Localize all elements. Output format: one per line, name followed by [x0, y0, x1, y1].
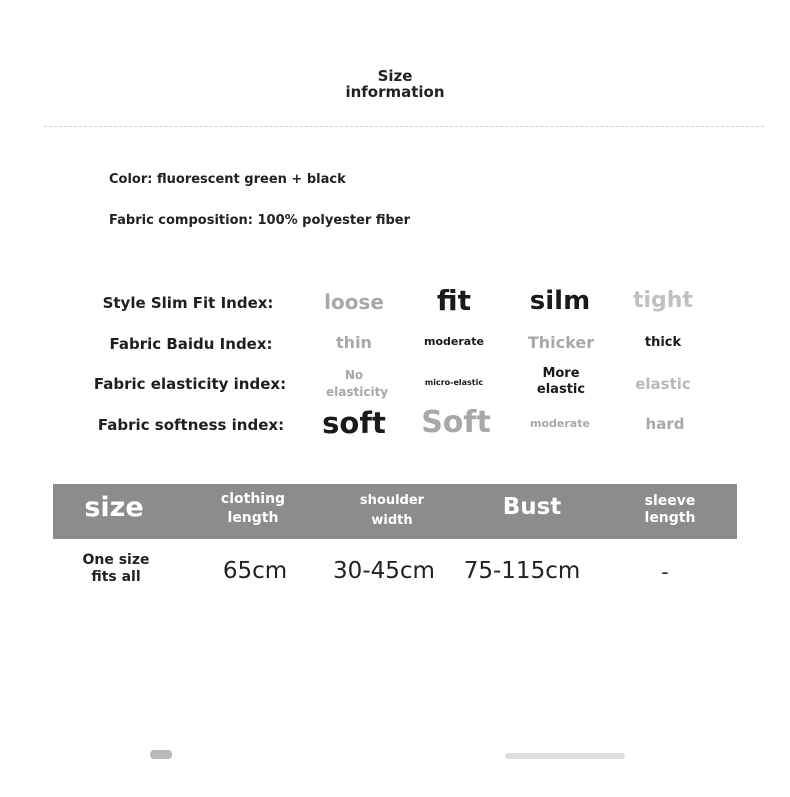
option-thin: thin [336, 333, 372, 352]
header-clothing-length: clothing length [220, 491, 286, 526]
option-moderate: moderate [424, 335, 484, 348]
color-info: Color: fluorescent green + black [109, 172, 346, 187]
option-elastic: elastic [635, 375, 691, 393]
option-fit: fit [436, 284, 472, 317]
index-label-slim-fit: Style Slim Fit Index: [102, 294, 274, 312]
header-size: size [84, 492, 144, 523]
option-no-elasticity: No elasticity [326, 368, 389, 399]
option-tight: tight [633, 288, 693, 313]
option-silm: silm [529, 286, 591, 316]
header-shoulder-width: shoulder width [359, 493, 425, 528]
cell-bust: 75-115cm [463, 558, 581, 584]
option-micro-elastic: micro-elastic [424, 378, 484, 387]
title-line-1: Size [377, 67, 413, 85]
index-label-baidu: Fabric Baidu Index: [109, 335, 273, 353]
option-thick: thick [644, 335, 682, 350]
footer-mark-right [505, 753, 625, 759]
cell-size: One size fits all [82, 552, 150, 585]
option-loose: loose [324, 290, 384, 314]
header-sleeve-length: sleeve length [644, 493, 696, 526]
fabric-composition-info: Fabric composition: 100% polyester fiber [109, 213, 411, 228]
index-label-elasticity: Fabric elasticity index: [93, 375, 287, 393]
header-bust: Bust [502, 494, 562, 520]
page-title [300, 68, 490, 100]
option-thicker: Thicker [527, 333, 595, 352]
index-label-softness: Fabric softness index: [97, 416, 285, 434]
option-more-elastic: More elastic [536, 366, 586, 397]
footer-mark-left [150, 750, 172, 759]
dashed-divider [44, 126, 764, 127]
title-line-2: information [345, 83, 445, 101]
cell-shoulder-width: 30-45cm [333, 558, 435, 584]
option-moderate-softness: moderate [530, 417, 590, 430]
cell-clothing-length: 65cm [222, 558, 288, 584]
option-hard: hard [645, 415, 685, 433]
cell-sleeve-length: - [661, 560, 669, 584]
option-soft-2: Soft [421, 405, 491, 440]
option-soft: soft [322, 406, 386, 440]
